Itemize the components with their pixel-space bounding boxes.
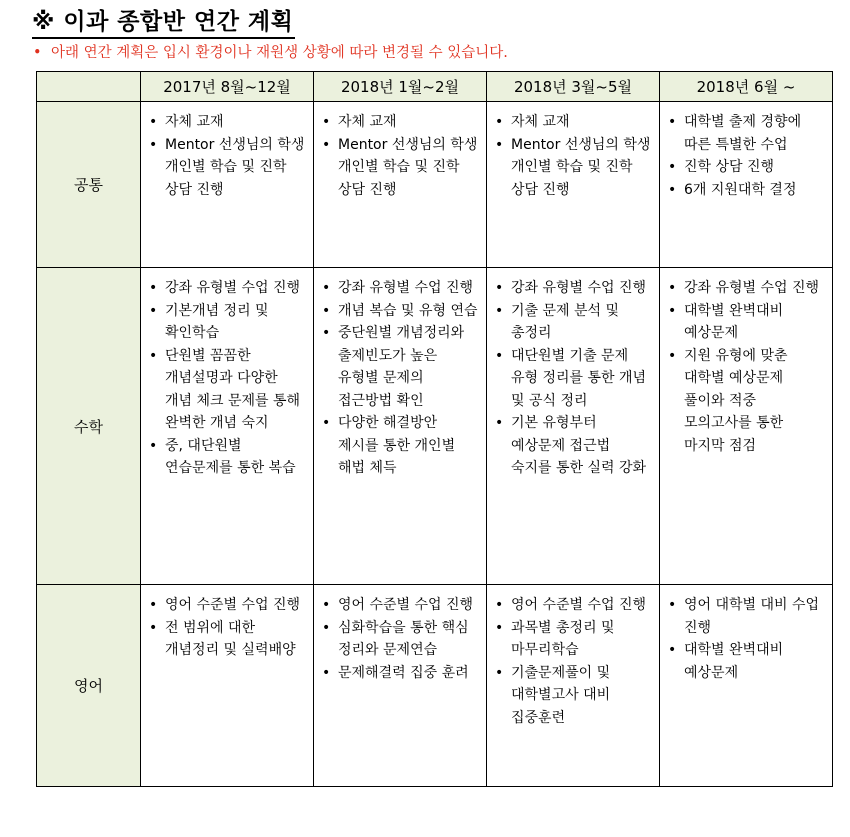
- list-item: • 자체 교재: [141, 111, 313, 134]
- notice: [33, 41, 508, 62]
- table-cell: [487, 102, 660, 268]
- page-title-text: ※ 이과 종합반 연간 계획: [32, 9, 294, 35]
- table-row: [37, 585, 833, 787]
- list-item: • 과목별 총정리 및 마무리학습: [487, 617, 659, 662]
- list-item: • 단원별 꼼꼼한 개념설명과 다양한 개념 체크 문제를 통해 완벽한 개념 숙지: [141, 345, 313, 435]
- table-cell: [660, 585, 833, 787]
- list-item: • 강좌 유형별 수업 진행: [660, 277, 832, 300]
- list-item: • 심화학습을 통한 핵심 정리와 문제연습: [314, 617, 486, 662]
- list-item: • Mentor 선생님의 학생 개인별 학습 및 진학 상담 진행: [487, 134, 659, 202]
- table-cell: [660, 102, 833, 268]
- list-item: • 영어 수준별 수업 진행: [487, 594, 659, 617]
- row-label: 공통: [37, 102, 141, 268]
- table-row: [37, 268, 833, 585]
- list-item: • Mentor 선생님의 학생 개인별 학습 및 진학 상담 진행: [141, 134, 313, 202]
- table-cell: [487, 585, 660, 787]
- list-item: • 자체 교재: [487, 111, 659, 134]
- header-period-2: 2018년 1월~2월: [314, 72, 487, 102]
- list-item: • 대학별 출제 경향에 따른 특별한 수업: [660, 111, 832, 156]
- table-cell: [487, 268, 660, 585]
- list-item: • 중단원별 개념정리와 출제빈도가 높은 유형별 문제의 접근방법 확인: [314, 322, 486, 412]
- list-item: • 강좌 유형별 수업 진행: [141, 277, 313, 300]
- list-item: • 강좌 유형별 수업 진행: [314, 277, 486, 300]
- list-item: • Mentor 선생님의 학생 개인별 학습 및 진학 상담 진행: [314, 134, 486, 202]
- table-cell: [314, 102, 487, 268]
- list-item: • 중, 대단원별 연습문제를 통한 복습: [141, 435, 313, 480]
- list-item: • 문제해결력 집중 훈려: [314, 662, 486, 685]
- table-header-row: [37, 72, 833, 102]
- list-item: • 영어 대학별 대비 수업 진행: [660, 594, 832, 639]
- list-item: • 개념 복습 및 유형 연습: [314, 300, 486, 323]
- list-item: • 기출 문제 분석 및 총정리: [487, 300, 659, 345]
- page-title: [32, 3, 293, 36]
- table-cell: [141, 268, 314, 585]
- header-period-3: 2018년 3월~5월: [487, 72, 660, 102]
- table-cell: [141, 102, 314, 268]
- row-label: 수학: [37, 268, 141, 585]
- list-item: • 기본개념 정리 및 확인학습: [141, 300, 313, 345]
- list-item: • 대단원별 기출 문제 유형 정리를 통한 개념 및 공식 정리: [487, 345, 659, 413]
- list-item: • 자체 교재: [314, 111, 486, 134]
- list-item: • 대학별 완벽대비 예상문제: [660, 300, 832, 345]
- list-item: • 강좌 유형별 수업 진행: [487, 277, 659, 300]
- notice-text: 아래 연간 계획은 입시 환경이나 재원생 상황에 따라 변경될 수 있습니다.: [51, 45, 508, 61]
- list-item: • 영어 수준별 수업 진행: [141, 594, 313, 617]
- title-underline: [32, 37, 295, 39]
- list-item: • 지원 유형에 맞춘 대학별 예상문제 풀이와 적중 모의고사를 통한 마지막 점검: [660, 345, 832, 458]
- list-item: • 전 범위에 대한 개념정리 및 실력배양: [141, 617, 313, 662]
- table-cell: [314, 268, 487, 585]
- annual-plan-table: [36, 71, 833, 787]
- bullet-icon: •: [33, 45, 42, 61]
- header-corner: [37, 72, 141, 102]
- list-item: • 대학별 완벽대비 예상문제: [660, 639, 832, 684]
- list-item: • 기출문제풀이 및 대학별고사 대비 집중훈련: [487, 662, 659, 730]
- table-cell: [141, 585, 314, 787]
- table-cell: [660, 268, 833, 585]
- list-item: • 다양한 해결방안 제시를 통한 개인별 해법 체득: [314, 412, 486, 480]
- list-item: • 영어 수준별 수업 진행: [314, 594, 486, 617]
- header-period-1: 2017년 8월~12월: [141, 72, 314, 102]
- list-item: • 기본 유형부터 예상문제 접근법 숙지를 통한 실력 강화: [487, 412, 659, 480]
- list-item: • 6개 지원대학 결정: [660, 179, 832, 202]
- header-period-4: 2018년 6월 ~: [660, 72, 833, 102]
- table-row: [37, 102, 833, 268]
- table-cell: [314, 585, 487, 787]
- row-label: 영어: [37, 585, 141, 787]
- list-item: • 진학 상담 진행: [660, 156, 832, 179]
